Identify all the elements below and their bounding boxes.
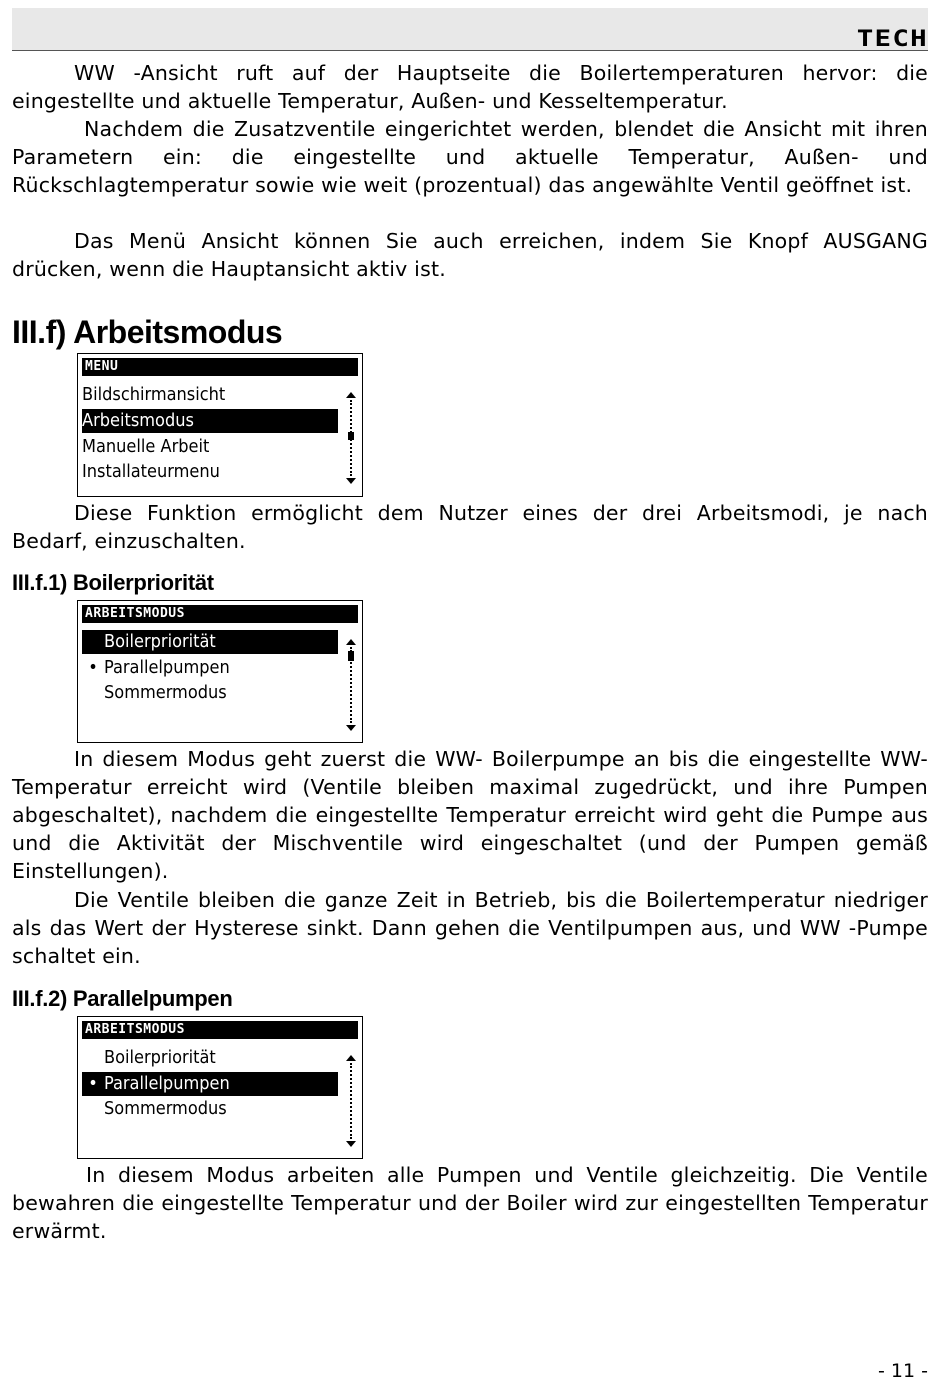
section-title: III.f) Arbeitsmodus [12,314,283,350]
scroll-up-icon [346,639,356,645]
mode-item: Sommermodus [104,682,227,703]
paragraph-parallel-pumps: In diesem Modus arbeiten alle Pumpen und Ventile gleichzeitig. Die Ventile bewahren die eingestellte Temperatur und der Boiler wird zur eingestellten Temperatur erwärmt. [12,1163,928,1243]
page-number: - 11 - [878,1360,928,1382]
mode-item: Sommermodus [104,1098,227,1119]
scroll-down-icon [346,478,356,484]
subsection-title-boiler: III.f.1) Boilerpriorität [12,570,214,595]
lcd-title: ARBEITSMODUS [82,1021,358,1039]
menu-item: Installateurmenu [82,461,220,482]
bullet-icon: • [88,657,98,678]
lcd-title: MENU [82,358,358,376]
mode-item-active: • Parallelpumpen [82,656,338,680]
paragraph-valves-view: Nachdem die Zusatzventile eingerichtet werden, blendet die Ansicht mit ihren Parametern ein: die eingestellte und aktuelle Temperatur, Außen- und Rückschlagtemperatur sowie wie weit (prozentual) das angewählte Ventil geöffnet ist. [12,117,928,197]
scrollbar [346,392,356,484]
scroll-up-icon [346,1055,356,1061]
lcd-screen-menu [77,353,363,497]
lcd-screen-arbeitsmodus-2 [77,1016,363,1159]
lcd-screen-arbeitsmodus-1 [77,600,363,743]
menu-item-selected: Arbeitsmodus [82,409,338,433]
scrollbar [346,639,356,731]
scrollbar [346,1055,356,1147]
paragraph-menu-access: Das Menü Ansicht können Sie auch erreichen, indem Sie Knopf AUSGANG drücken, wenn die Hauptansicht aktiv ist. [12,229,928,281]
scroll-down-icon [346,725,356,731]
paragraph-valves-operation: Die Ventile bleiben die ganze Zeit in Betrieb, bis die Boilertemperatur niedriger als das Wert der Hysterese sinkt. Dann gehen die Ventilpumpen aus, und WW -Pumpe schaltet ein. [12,888,928,968]
page-header [12,8,928,51]
scroll-up-icon [346,392,356,398]
scroll-down-icon [346,1141,356,1147]
paragraph-boiler-priority: In diesem Modus geht zuerst die WW- Boilerpumpe an bis die eingestellte WW-Temperatur erreicht wird (Ventile bleiben maximal zugedrückt, und ihre Pumpen abgeschaltet), nachdem die eingestellte Temperatur erreicht wird geht die Pumpe aus und die Aktivität der Mischventile wird eingeschaltet (und der Pumpen gemäß Einstellungen). [12,747,928,883]
brand-logo: TECH [856,27,928,52]
paragraph-ww-view: WW -Ansicht ruft auf der Hauptseite die Boilertemperaturen hervor: die eingestellte und aktuelle Temperatur, Außen- und Kesseltemperatur. [12,61,928,113]
mode-item-selected: Boilerpriorität [82,630,338,654]
menu-item: Manuelle Arbeit [82,436,210,457]
menu-item: Bildschirmansicht [82,384,226,405]
mode-item-selected: • Parallelpumpen [82,1072,338,1096]
bullet-icon: • [88,1073,98,1094]
mode-item: Boilerpriorität [104,1047,216,1068]
lcd-title: ARBEITSMODUS [82,605,358,623]
subsection-title-parallel: III.f.2) Parallelpumpen [12,986,233,1011]
paragraph-function: Diese Funktion ermöglicht dem Nutzer eines der drei Arbeitsmodi, je nach Bedarf, einzuschalten. [12,501,928,553]
